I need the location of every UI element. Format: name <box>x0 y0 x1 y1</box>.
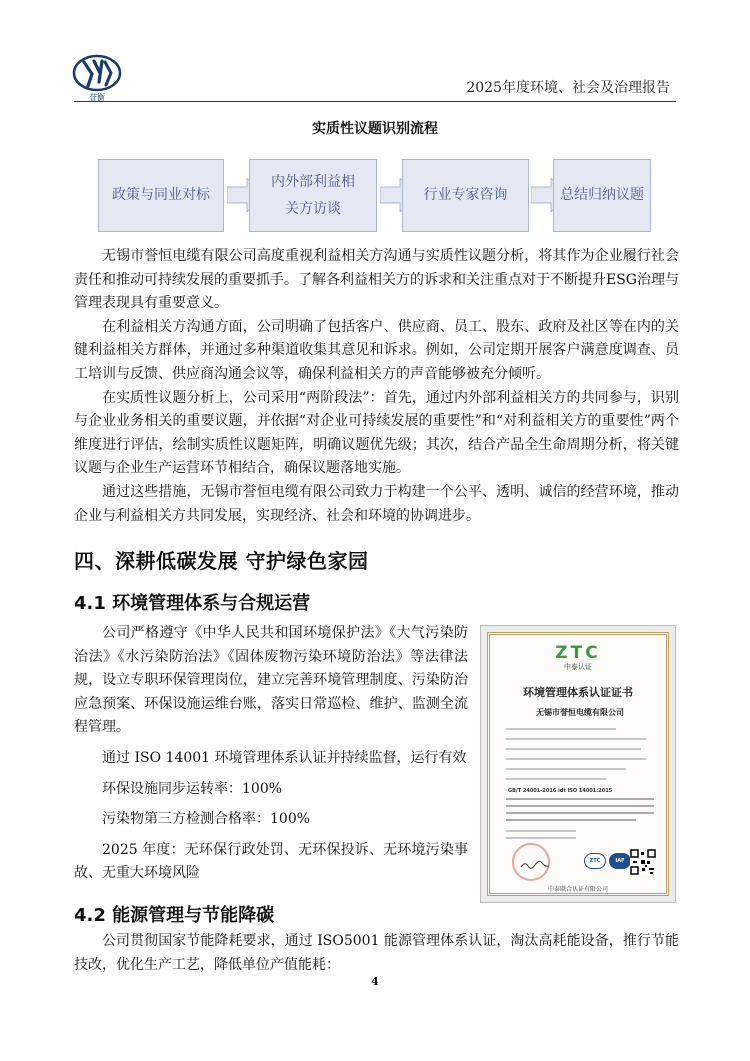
subsection-title-4-1: 4.1 环境管理体系与合规运营 <box>74 593 311 614</box>
cert-text-line <box>506 819 636 821</box>
intro-paragraph: 在实质性议题分析上，公司采用“两阶段法”：首先，通过内外部利益相关方的共同参与，识别与企业业务相关的重要议题，并依据“对企业可持续发展的重要性”和“对利益相关方的重要性”两个维度进行评估，绘制实质性议题矩阵，明确议题优先级；其次，结合产品全生命周期分析，将关键议题与企业生产运营环节相结合，确保议题落地实施。 <box>74 389 679 477</box>
env-management-text <box>74 622 468 886</box>
stat-facility-rate: 环保设施同步运转率：100% <box>102 780 283 797</box>
annual-record-paragraph: 2025 年度：无环保行政处罚、无环保投诉、无环境污染事故、无重大环境风险 <box>74 841 468 882</box>
cert-text-line <box>506 805 654 807</box>
cert-company: 无锡市誉恒电缆有限公司 <box>536 708 624 717</box>
flow-step-1: 政策与同业对标 <box>98 159 224 232</box>
flow-title: 实质性议题识别流程 <box>312 121 438 137</box>
cert-text-line <box>506 738 646 740</box>
cert-text-line <box>506 748 641 750</box>
cert-text-line <box>506 778 606 780</box>
subsection-title-4-2: 4.2 能源管理与节能降碳 <box>74 905 275 926</box>
cert-text-line <box>506 758 646 760</box>
cert-org: 中泰认证 <box>564 663 592 671</box>
flow-step-4: 总结归纳议题 <box>553 159 651 232</box>
cert-text-line <box>506 812 654 814</box>
intro-paragraph: 在利益相关方沟通方面，公司明确了包括客户、供应商、员工、股东、政府及社区等在内的关键利益相关方群体，并通过多种渠道收集其意见和诉求。例如，公司定期开展客户满意度调查、员工培训与反馈、供应商沟通会议等，确保利益相关方的声音能够被充分倾听。 <box>74 318 679 382</box>
cert-text-line <box>506 837 576 839</box>
cert-text-line <box>506 728 616 730</box>
cert-text-line <box>506 768 626 770</box>
iaf-badge-icon: IAF <box>609 853 631 869</box>
intro-paragraph: 通过这些措施，无锡市誉恒电缆有限公司致力于构建一个公平、透明、诚信的经营环境，推动企业与利益相关方共同发展，实现经济、社会和环境的协调进步。 <box>74 483 679 524</box>
energy-text <box>74 930 679 977</box>
stat-pollutant-rate: 污染物第三方检测合格率：100% <box>102 811 311 828</box>
company-logo-icon <box>72 52 122 94</box>
ztc-badge-icon: ZTC <box>584 853 606 869</box>
certificate-frame <box>487 632 669 896</box>
flow-step-2: 内外部利益相 关方访谈 <box>249 159 377 232</box>
page-number: 4 <box>371 975 379 988</box>
cert-issuer: 中泰联合认证有限公司 <box>547 886 608 893</box>
cert-title: 环境管理体系认证证书 <box>523 686 633 699</box>
env-paragraph: 公司严格遵守《中华人民共和国环境保护法》《大气污染防治法》《水污染防治法》《固体废物污染环境防治法》等法律法规，设立专职环保管理岗位，建立完善环境管理制度、污染防治应急预案、环保设施运维台账，落实日常巡检、维护、监测全流程管理。 <box>74 625 468 736</box>
intro-paragraph: 无锡市誉恒电缆有限公司高度重视利益相关方沟通与实质性议题分析，将其作为企业履行社会责任和推动可持续发展的重要抓手。了解各利益相关方的诉求和关注重点对于不断提升ESG治理与管理表现具有重要意义。 <box>74 248 679 312</box>
logo-text: 誉衡 <box>89 93 105 102</box>
flow-step-3: 行业专家咨询 <box>402 159 529 232</box>
cert-standard: GB/T 24001-2016 idt ISO 14001:2015 <box>508 788 613 794</box>
iso-paragraph: 通过 ISO 14001 环境管理体系认证并持续监督，运行有效 <box>102 749 467 766</box>
signature-icon <box>520 860 550 870</box>
intro-text <box>74 245 679 528</box>
cert-text-line <box>506 798 654 800</box>
qr-code-icon <box>630 849 656 875</box>
report-title: 2025年度环境、社会及治理报告 <box>466 80 670 96</box>
certificate-image <box>480 625 676 903</box>
cert-logo: ZTC <box>555 643 601 663</box>
cert-text-line <box>506 830 576 832</box>
header-divider <box>74 101 676 102</box>
energy-paragraph: 公司贯彻国家节能降耗要求，通过 ISO5001 能源管理体系认证，淘汰高耗能设备，推行节能技改，优化生产工艺，降低单位产值能耗： <box>74 933 679 973</box>
section-title: 四、深耕低碳发展 守护绿色家园 <box>74 549 369 573</box>
